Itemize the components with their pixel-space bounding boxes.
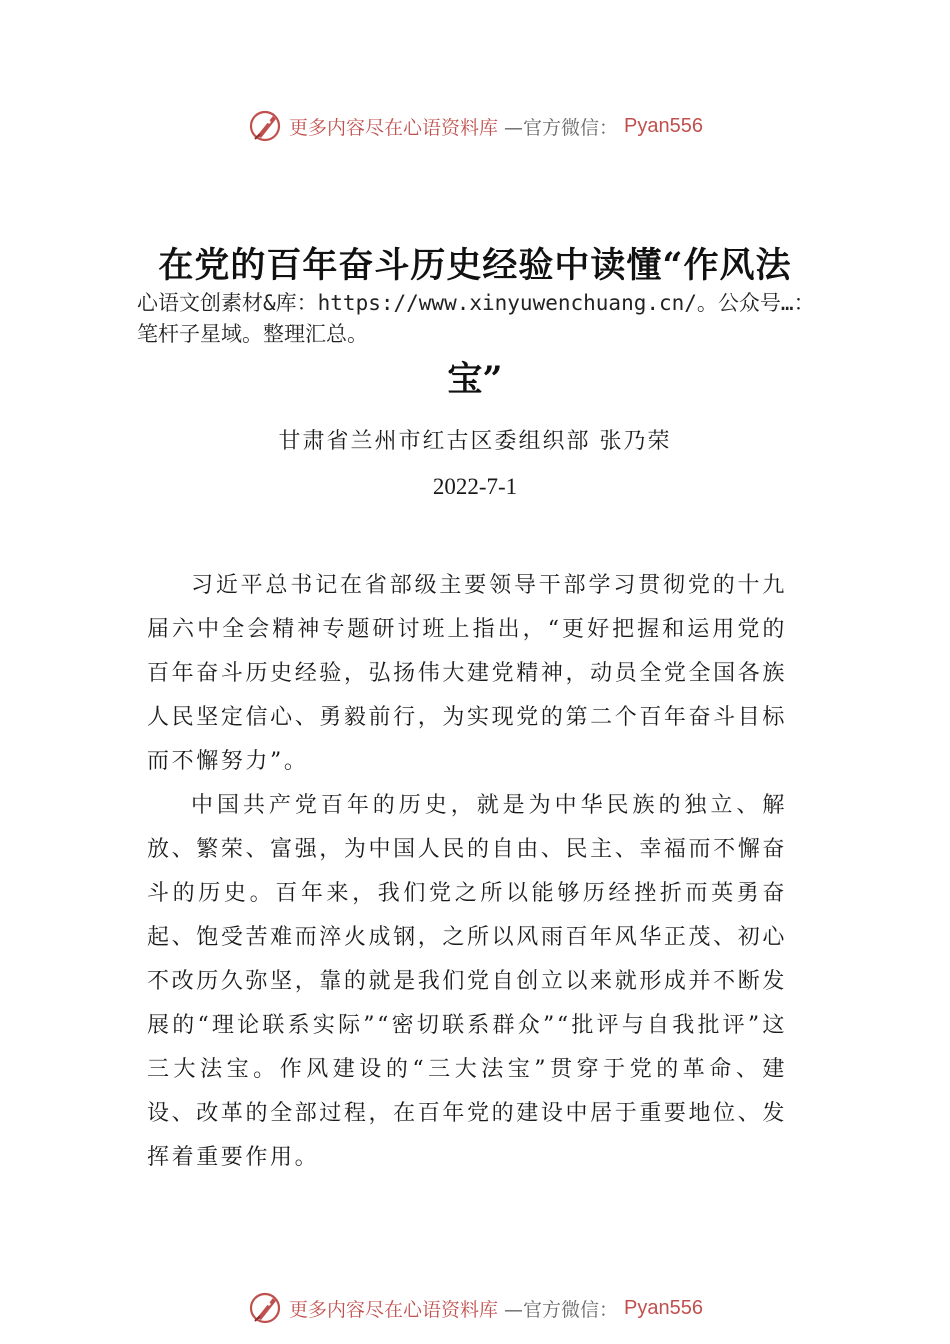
header-banner	[0, 106, 950, 146]
banner-main-text: 更多内容尽在心语资料库	[289, 1298, 499, 1321]
document-body	[147, 564, 787, 1180]
document-author: 甘肃省兰州市红古区委组织部 张乃荣	[278, 429, 672, 454]
footer-banner	[0, 1288, 950, 1328]
document-title-part2: 宝”	[447, 359, 503, 400]
body-paragraph: 中国共产党百年的历史，就是为中华民族的独立、解放、繁荣、富强，为中国人民的自由、民主、幸福而不懈奋斗的历史。百年来，我们党之所以能够历经挫折而英勇奋起、饱受苦难而淬火成钢，之所以风雨百年风华正茂、初心不改历久弥坚，靠的就是我们党自创立以来就形成并不断发展的“理论联系实际”“密切联系群众”“批评与自我批评”这三大法宝。作风建设的“三大法宝”贯穿于党的革命、建设、改革的全部过程，在百年党的建设中居于重要地位、发挥着重要作用。	[147, 793, 787, 1170]
document-title-part1: 在党的百年奋斗历史经验中读懂“作风法	[158, 245, 792, 286]
banner-wechat-id: Pyan556	[624, 114, 703, 137]
watermark-text: 心语文创素材&库：https://www.xinyuwenchuang.cn/。公众号…：笔杆子星域。整理汇总。	[137, 291, 815, 346]
quill-pen-logo-icon	[247, 108, 283, 144]
banner-wechat-id: Pyan556	[624, 1296, 703, 1319]
body-paragraph: 习近平总书记在省部级主要领导干部学习贯彻党的十九届六中全会精神专题研讨班上指出，“更好把握和运用党的百年奋斗历史经验，弘扬伟大建党精神，动员全党全国各族人民坚定信心、勇毅前行，为实现党的第二个百年奋斗目标而不懈努力”。	[147, 573, 787, 774]
document-date: 2022-7-1	[432, 474, 518, 499]
banner-main-text: 更多内容尽在心语资料库	[289, 116, 499, 139]
quill-pen-logo-icon	[247, 1290, 283, 1326]
banner-separator-text: —官方微信：	[504, 1298, 619, 1321]
banner-separator-text: —官方微信：	[504, 116, 619, 139]
